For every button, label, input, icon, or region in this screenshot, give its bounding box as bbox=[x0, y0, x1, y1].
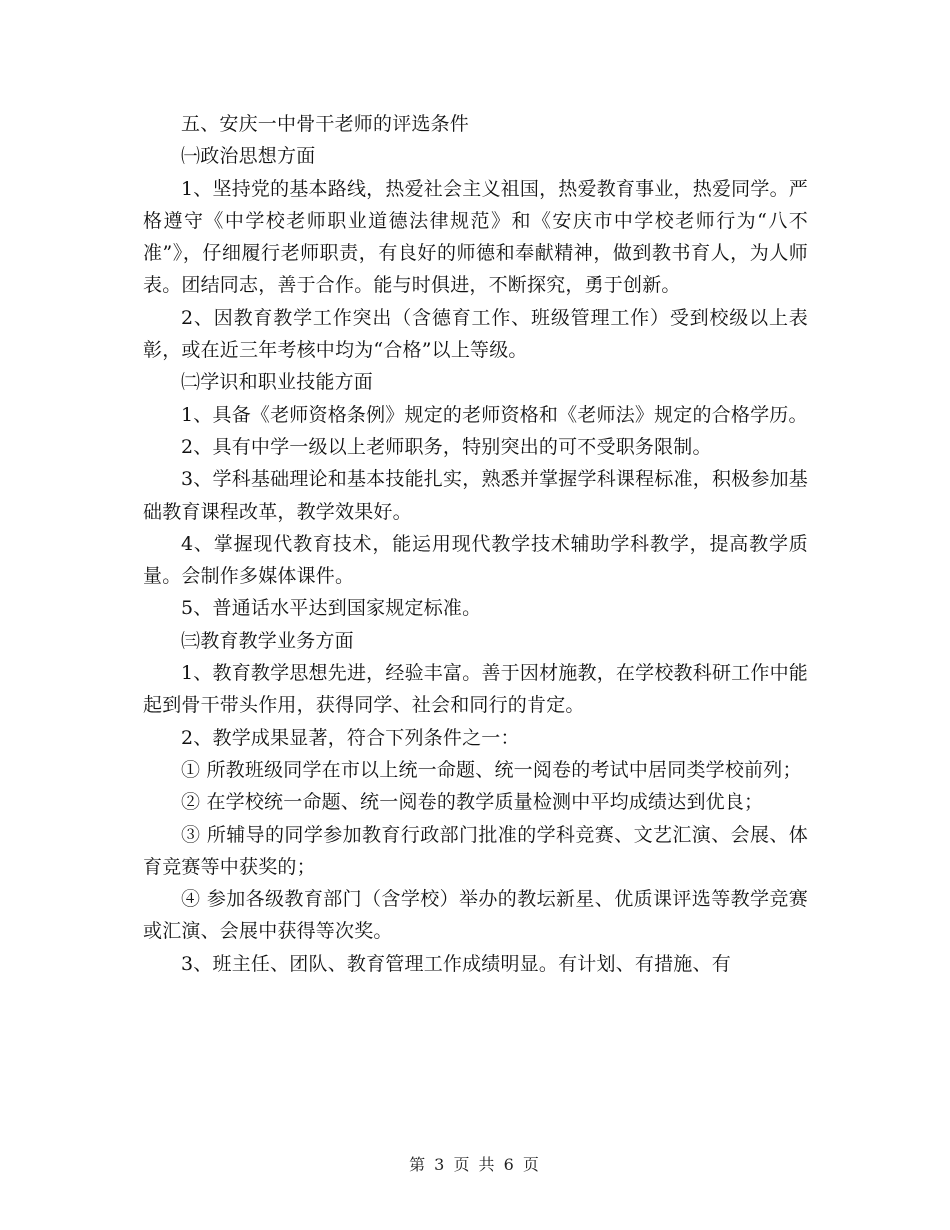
list-item-condition-2: ② 在学校统一命题、统一阅卷的教学质量检测中平均成绩达到优良； bbox=[181, 791, 764, 814]
section-heading: 五、安庆一中骨干老师的评选条件 bbox=[181, 113, 470, 135]
list-item-condition-1: ① 所教班级同学在市以上统一命题、统一阅卷的考试中居同类学校前列； bbox=[181, 758, 802, 781]
paragraph-teaching-1: 1、教育教学思想先进，经验丰富。善于因材施教，在学校教科研工作中能起到骨干带头作用，获得同学、社会和同行的肯定。 bbox=[143, 662, 808, 717]
paragraph-teaching-2: 2、教学成果显著，符合下列条件之一： bbox=[181, 726, 520, 749]
paragraph-skills-2: 2、具有中学一级以上老师职务，特别突出的可不受职务限制。 bbox=[181, 435, 712, 458]
paragraph-skills-1: 1、具备《老师资格条例》规定的老师资格和《老师法》规定的合格学历。 bbox=[181, 403, 808, 426]
paragraph-skills-3: 3、学科基础理论和基本技能扎实，熟悉并掌握学科课程标准，积极参加基础教育课程改革，教学效果好。 bbox=[143, 468, 808, 523]
subsection-heading-teaching: ㈢教育教学业务方面 bbox=[181, 629, 354, 652]
list-item-condition-4: ④ 参加各级教育部门（含学校）举办的教坛新星、优质课评选等教学竞赛或汇演、会展中获得等次奖。 bbox=[143, 888, 808, 943]
paragraph-political-1: 1、坚持党的基本路线，热爱社会主义祖国，热爱教育事业，热爱同学。严格遵守《中学校老师职业道德法律规范》和《安庆市中学校老师行为“八不准”》，仔细履行老师职责，有良好的师德和奉献精神，做到教书育人，为人师表。团结同志，善于合作。能与时俱进，不断探究，勇于创新。 bbox=[143, 177, 808, 297]
page-number-footer: 第 3 页 共 6 页 bbox=[409, 1155, 541, 1174]
subsection-heading-skills: ㈡学识和职业技能方面 bbox=[181, 371, 374, 394]
paragraph-teaching-3: 3、班主任、团队、教育管理工作成绩明显。有计划、有措施、有 bbox=[181, 952, 731, 975]
paragraph-political-2: 2、因教育教学工作突出（含德育工作、班级管理工作）受到校级以上表彰，或在近三年考核中均为“合格”以上等级。 bbox=[143, 306, 808, 362]
paragraph-skills-4: 4、掌握现代教育技术，能运用现代教学技术辅助学科教学，提高教学质量。会制作多媒体课件。 bbox=[143, 532, 808, 588]
subsection-heading-political: ㈠政治思想方面 bbox=[181, 145, 316, 168]
list-item-condition-3: ③ 所辅导的同学参加教育行政部门批准的学科竞赛、文艺汇演、会展、体育竞赛等中获奖的； bbox=[143, 823, 808, 878]
paragraph-skills-5: 5、普通话水平达到国家规定标准。 bbox=[181, 597, 482, 620]
document-body bbox=[143, 108, 808, 980]
